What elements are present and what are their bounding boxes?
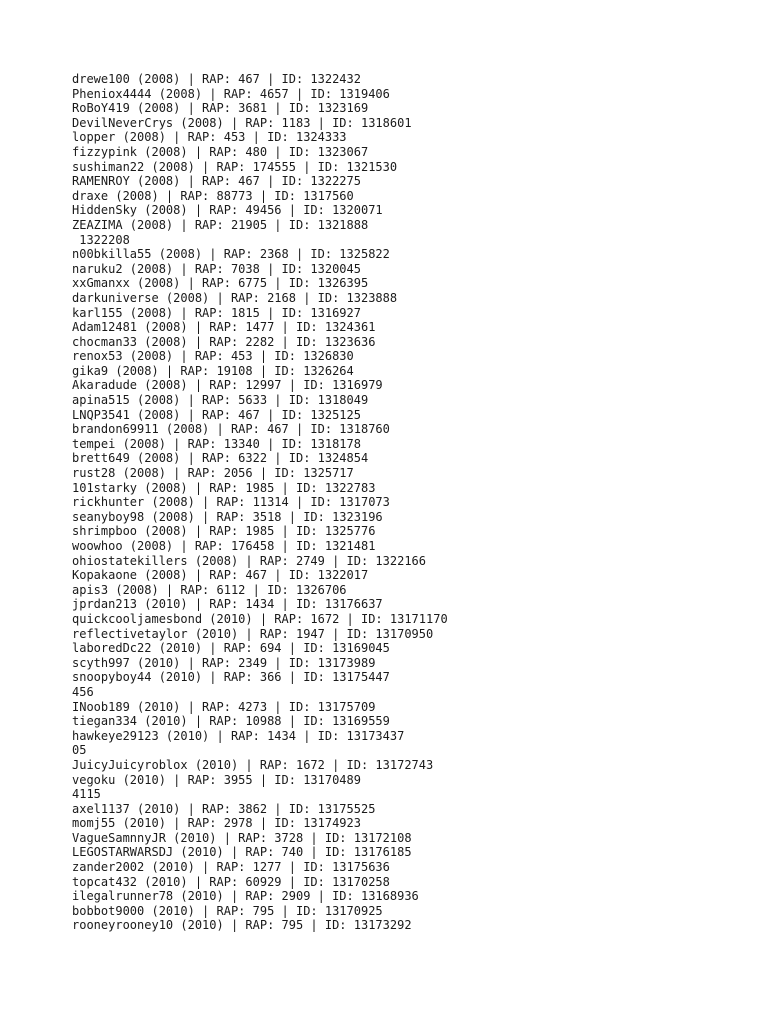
- text-line: fizzypink (2008) | RAP: 480 | ID: 1323067: [72, 144, 369, 159]
- text-line: brandon69911 (2008) | RAP: 467 | ID: 1318760: [72, 422, 390, 437]
- text-line: gika9 (2008) | RAP: 19108 | ID: 1326264: [72, 363, 354, 378]
- text-line: 101starky (2008) | RAP: 1985 | ID: 1322783: [72, 480, 376, 495]
- text-line: 456: [72, 684, 94, 699]
- text-line: woowhoo (2008) | RAP: 176458 | ID: 1321481: [72, 539, 376, 553]
- text-line: jprdan213 (2010) | RAP: 1434 | ID: 13176637: [72, 597, 383, 612]
- text-line: karl155 (2008) | RAP: 1815 | ID: 1316927: [72, 305, 361, 320]
- text-line: INoob189 (2010) | RAP: 4273 | ID: 13175709: [72, 699, 376, 714]
- text-line: RoBoY419 (2008) | RAP: 3681 | ID: 1323169: [72, 101, 369, 116]
- text-line: ilegalrunner78 (2010) | RAP: 2909 | ID: 13168936: [72, 889, 419, 904]
- text-line: LNQP3541 (2008) | RAP: 467 | ID: 1325125: [72, 407, 361, 422]
- text-line: 1322208: [72, 232, 130, 247]
- text-line: drewe100 (2008) | RAP: 467 | ID: 1322432: [72, 72, 361, 86]
- text-line: topcat432 (2010) | RAP: 60929 | ID: 13170258: [72, 874, 390, 889]
- text-line: Kopakaone (2008) | RAP: 467 | ID: 1322017: [72, 568, 369, 583]
- text-line: tiegan334 (2010) | RAP: 10988 | ID: 13169559: [72, 714, 390, 729]
- text-line: vegoku (2010) | RAP: 3955 | ID: 13170489: [72, 772, 361, 787]
- text-line: laboredDc22 (2010) | RAP: 694 | ID: 13169045: [72, 641, 390, 656]
- text-line: Pheniox4444 (2008) | RAP: 4657 | ID: 1319406: [72, 86, 390, 101]
- text-line: apina515 (2008) | RAP: 5633 | ID: 1318049: [72, 393, 369, 408]
- text-line: quickcooljamesbond (2010) | RAP: 1672 | ID: 13171170: [72, 611, 448, 626]
- text-line: tempei (2008) | RAP: 13340 | ID: 1318178: [72, 436, 361, 451]
- text-line: ZEAZIMA (2008) | RAP: 21905 | ID: 1321888: [72, 217, 369, 232]
- text-line: DevilNeverCrys (2008) | RAP: 1183 | ID: 1318601: [72, 115, 412, 130]
- text-line: HiddenSky (2008) | RAP: 49456 | ID: 1320071: [72, 203, 383, 218]
- text-line: seanyboy98 (2008) | RAP: 3518 | ID: 1323196: [72, 509, 383, 524]
- text-line: brett649 (2008) | RAP: 6322 | ID: 1324854: [72, 451, 369, 466]
- text-line: lopper (2008) | RAP: 453 | ID: 1324333: [72, 130, 347, 145]
- text-line: sushiman22 (2008) | RAP: 174555 | ID: 1321530: [72, 159, 398, 174]
- text-line: rust28 (2008) | RAP: 2056 | ID: 1325717: [72, 466, 354, 481]
- text-line: naruku2 (2008) | RAP: 7038 | ID: 1320045: [72, 261, 361, 276]
- text-line: ohiostatekillers (2008) | RAP: 2749 | ID: 1322166: [72, 553, 427, 568]
- text-line: bobbot9000 (2010) | RAP: 795 | ID: 13170925: [72, 903, 383, 918]
- text-line: rickhunter (2008) | RAP: 11314 | ID: 1317073: [72, 495, 390, 510]
- text-line: momj55 (2010) | RAP: 2978 | ID: 13174923: [72, 816, 361, 831]
- text-line: renox53 (2008) | RAP: 453 | ID: 1326830: [72, 349, 354, 364]
- text-line: LEGOSTARWARSDJ (2010) | RAP: 740 | ID: 13176185: [72, 845, 412, 860]
- text-line: chocman33 (2008) | RAP: 2282 | ID: 1323636: [72, 334, 376, 349]
- text-line: 05: [72, 743, 87, 758]
- text-line: rooneyrooney10 (2010) | RAP: 795 | ID: 13173292: [72, 918, 412, 933]
- text-line: draxe (2008) | RAP: 88773 | ID: 1317560: [72, 188, 354, 203]
- text-line: darkuniverse (2008) | RAP: 2168 | ID: 1323888: [72, 290, 398, 305]
- text-line: reflectivetaylor (2010) | RAP: 1947 | ID: 13170950: [72, 626, 434, 641]
- text-line: shrimpboo (2008) | RAP: 1985 | ID: 1325776: [72, 524, 376, 539]
- text-line: 4115: [72, 787, 101, 802]
- text-line: VagueSamnnyJR (2010) | RAP: 3728 | ID: 13172108: [72, 830, 412, 845]
- text-line: zander2002 (2010) | RAP: 1277 | ID: 13175636: [72, 860, 390, 875]
- text-line: JuicyJuicyroblox (2010) | RAP: 1672 | ID: 13172743: [72, 757, 434, 772]
- text-line: xxGmanxx (2008) | RAP: 6775 | ID: 1326395: [72, 276, 369, 291]
- text-line: snoopyboy44 (2010) | RAP: 366 | ID: 13175447: [72, 670, 390, 685]
- text-line: scyth997 (2010) | RAP: 2349 | ID: 13173989: [72, 655, 376, 670]
- text-line: apis3 (2008) | RAP: 6112 | ID: 1326706: [72, 582, 347, 597]
- text-line: hawkeye29123 (2010) | RAP: 1434 | ID: 13173437: [72, 728, 405, 743]
- text-line: RAMENROY (2008) | RAP: 467 | ID: 1322275: [72, 174, 361, 189]
- text-line: Akaradude (2008) | RAP: 12997 | ID: 1316979: [72, 378, 383, 393]
- document-page: [72, 72, 752, 933]
- text-line: n00bkilla55 (2008) | RAP: 2368 | ID: 1325822: [72, 247, 390, 262]
- text-line: Adam12481 (2008) | RAP: 1477 | ID: 1324361: [72, 320, 376, 335]
- text-line: axel1137 (2010) | RAP: 3862 | ID: 13175525: [72, 801, 376, 816]
